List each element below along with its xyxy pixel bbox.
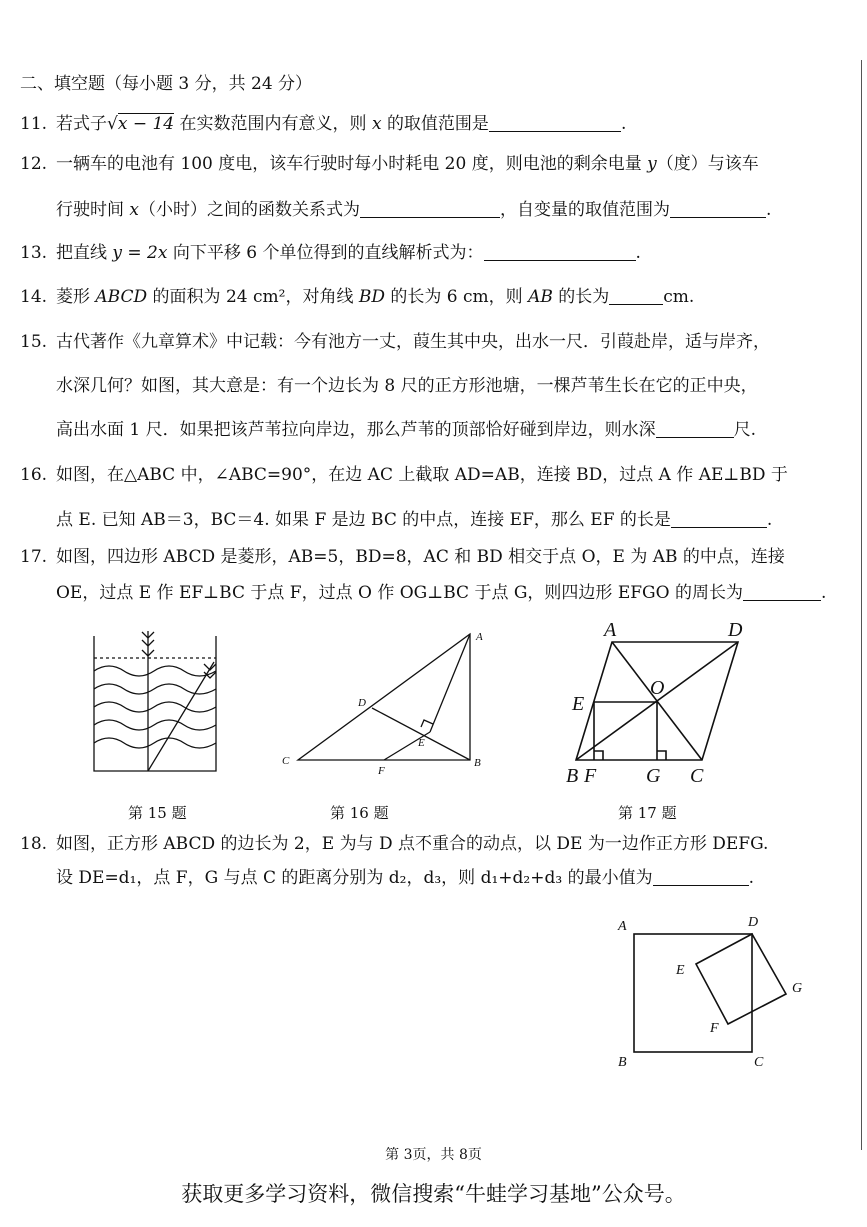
label-C: C bbox=[754, 1055, 764, 1070]
page-number: 第 3页，共 8页 bbox=[385, 1147, 482, 1163]
label-A: A bbox=[604, 619, 617, 641]
label-D: D bbox=[728, 619, 743, 641]
label-D: D bbox=[358, 697, 366, 709]
figure-15-pond bbox=[86, 626, 226, 776]
figure-16-caption: 第 16 题 bbox=[330, 804, 389, 822]
question-14: 14. 菱形 ABCD 的面积为 24 cm²，对角线 BD 的长为 6 cm，则 AB 的长为 cm. bbox=[20, 287, 695, 307]
answer-blank bbox=[489, 113, 621, 132]
question-18-line-2: 设 DE=d₁，点 F，G 与点 C 的距离分别为 d₂，d₃，则 d₁+d₂+d₃ 的最小值为 . bbox=[56, 868, 754, 888]
figure-17-rhombus bbox=[566, 618, 836, 788]
answer-blank bbox=[670, 199, 766, 218]
page-right-border bbox=[861, 60, 862, 1150]
answer-blank bbox=[743, 582, 821, 601]
label-O: O bbox=[650, 677, 665, 699]
label-A: A bbox=[618, 919, 627, 934]
label-B: B bbox=[566, 765, 579, 787]
label-F: F bbox=[378, 765, 385, 777]
section-title: 二、填空题（每小题 3 分，共 24 分） bbox=[20, 74, 313, 94]
figure-17-caption: 第 17 题 bbox=[618, 804, 677, 822]
question-17-line-1: 17. 如图，四边形 ABCD 是菱形，AB=5，BD=8，AC 和 BD 相交于点 O，E 为 AB 的中点，连接 bbox=[20, 547, 785, 567]
label-E: E bbox=[676, 963, 685, 978]
label-D: D bbox=[748, 915, 759, 930]
figure-18-squares bbox=[610, 908, 830, 1078]
label-G: G bbox=[646, 765, 661, 787]
label-C: C bbox=[282, 755, 290, 767]
answer-blank bbox=[671, 509, 767, 528]
question-12-line-1: 12. 一辆车的电池有 100 度电，该车行驶时每小时耗电 20 度，则电池的剩余电量 y（度）与该车 bbox=[20, 154, 759, 174]
label-B: B bbox=[618, 1055, 627, 1070]
answer-blank bbox=[656, 419, 734, 438]
label-F: F bbox=[584, 765, 597, 787]
answer-blank bbox=[360, 199, 500, 218]
label-C: C bbox=[690, 765, 704, 787]
question-13: 13. 把直线 y = 2x 向下平移 6 个单位得到的直线解析式为： . bbox=[20, 243, 641, 263]
question-16-line-1: 16. 如图，在△ABC 中，∠ABC=90°，在边 AC 上截取 AD=AB，连接 BD，过点 A 作 AE⊥BD 于 bbox=[20, 465, 788, 485]
question-16-line-2: 点 E. 已知 AB＝3，BC＝4. 如果 F 是边 BC 的中点，连接 EF，那么 EF 的长是 . bbox=[56, 510, 773, 530]
label-E: E bbox=[572, 693, 585, 715]
question-15-line-2: 水深几何？如图，其大意是：有一个边长为 8 尺的正方形池塘，一棵芦苇生长在它的正中央， bbox=[56, 376, 758, 396]
label-B: B bbox=[474, 757, 481, 769]
question-15-line-1: 15. 古代著作《九章算术》中记载：今有池方一丈，葭生其中央，出水一尺．引葭赴岸，适与岸齐， bbox=[20, 332, 770, 352]
figure-16-triangle bbox=[278, 626, 488, 776]
question-12-line-2: 行驶时间 x（小时）之间的函数关系式为 ，自变量的取值范围为 . bbox=[56, 200, 772, 220]
label-E: E bbox=[418, 737, 425, 749]
question-number: 11. bbox=[20, 114, 48, 134]
label-A: A bbox=[476, 631, 483, 643]
sqrt-expression: √x − 14 bbox=[107, 114, 175, 134]
question-17-line-2: OE，过点 E 作 EF⊥BC 于点 F，过点 O 作 OG⊥BC 于点 G，则四边形 EFGO 的周长为 . bbox=[56, 583, 827, 603]
question-11: 11. 若式子√x − 14 在实数范围内有意义，则 x 的取值范围是 . bbox=[20, 114, 627, 134]
figure-15-caption: 第 15 题 bbox=[128, 804, 187, 822]
question-15-line-3: 高出水面 1 尺．如果把该芦苇拉向岸边，那么芦苇的顶部恰好碰到岸边，则水深 尺. bbox=[56, 420, 757, 440]
promo-text: 获取更多学习资料，微信搜索“牛蛙学习基地”公众号。 bbox=[181, 1182, 686, 1206]
answer-blank bbox=[609, 286, 663, 305]
answer-blank bbox=[484, 242, 636, 261]
label-F: F bbox=[710, 1021, 719, 1036]
label-G: G bbox=[792, 981, 803, 996]
answer-blank bbox=[653, 867, 749, 886]
question-18-line-1: 18. 如图，正方形 ABCD 的边长为 2，E 为与 D 点不重合的动点，以 DE 为一边作正方形 DEFG. bbox=[20, 834, 769, 854]
